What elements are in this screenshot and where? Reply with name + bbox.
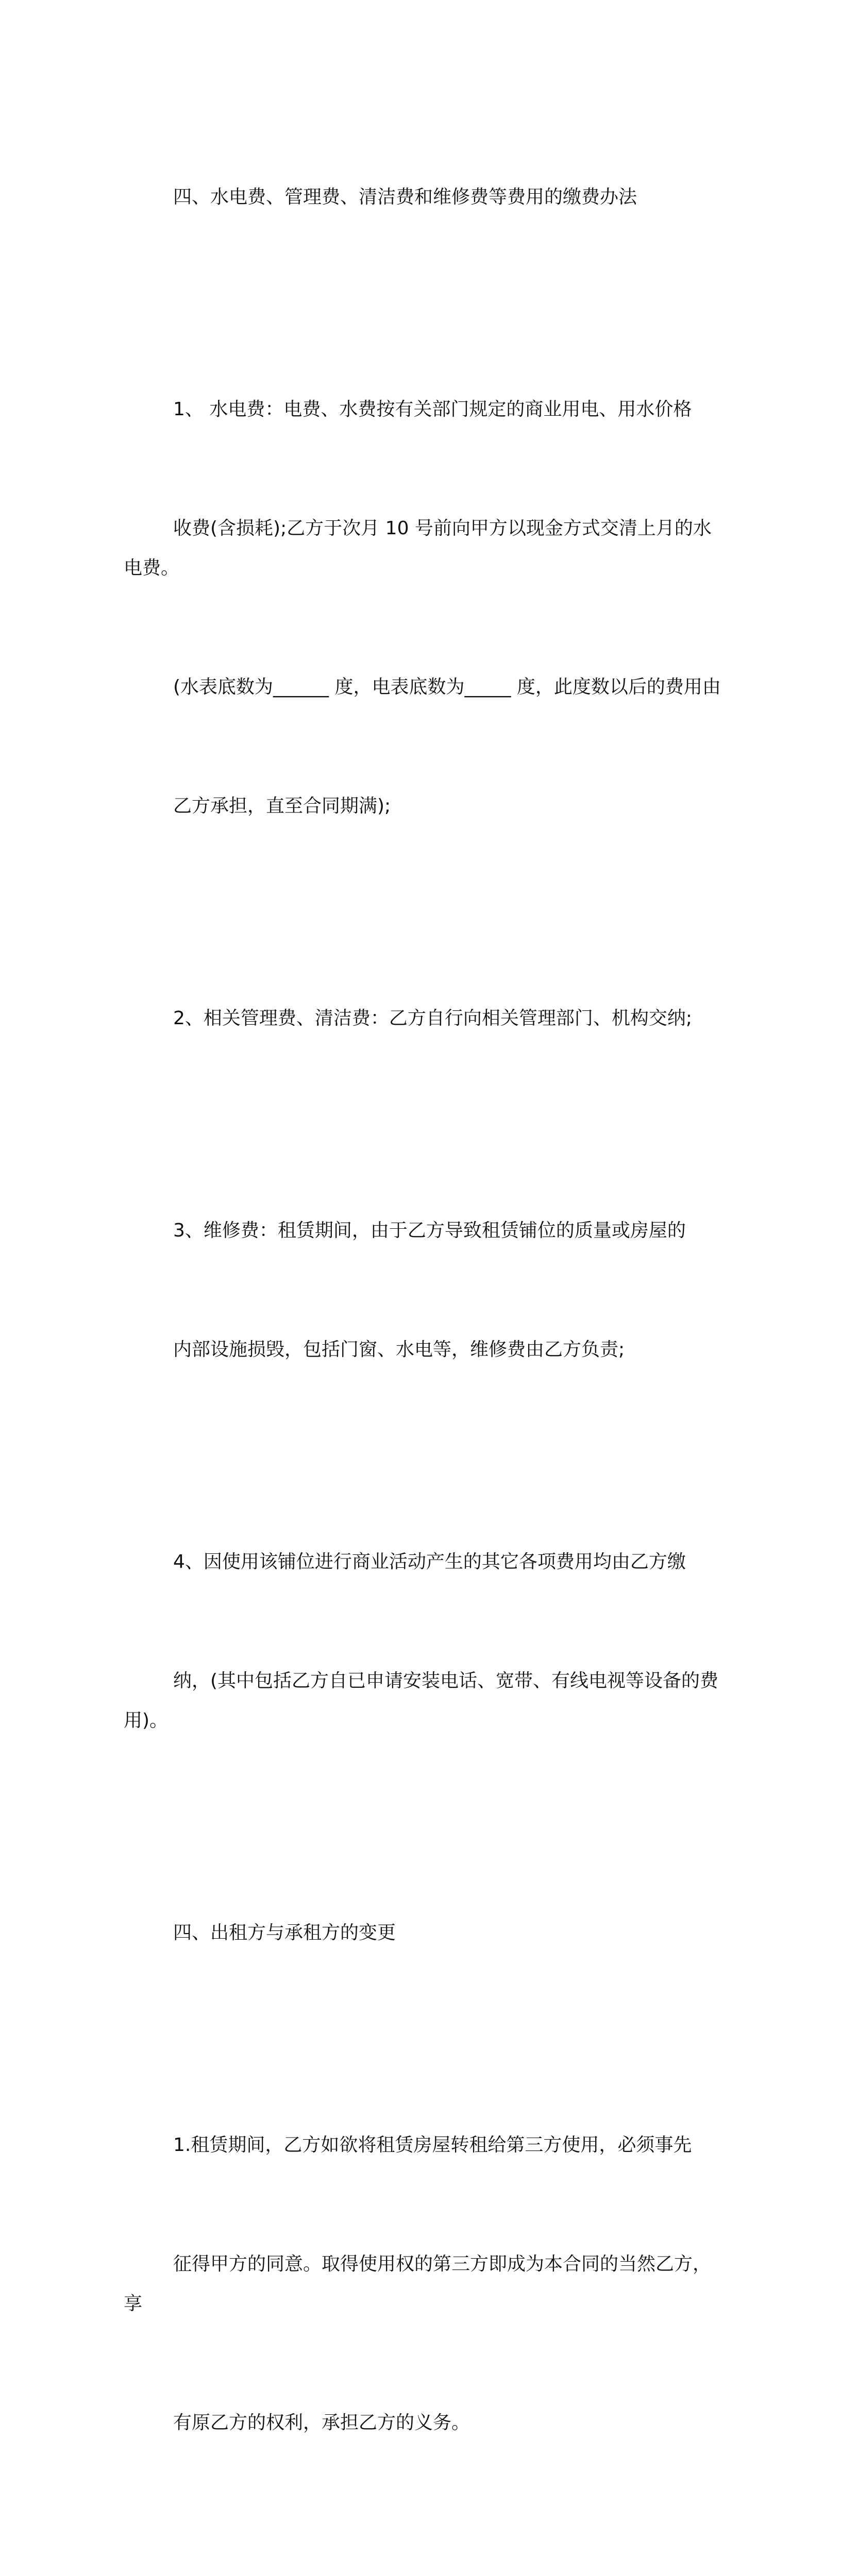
- paragraph-line: 四、水电费、管理费、清洁费和维修费等费用的缴费办法: [173, 187, 637, 208]
- paragraph-utilities: [124, 310, 727, 905]
- paragraph-party-change-heading: [124, 1834, 727, 2032]
- paragraph-line: 征得甲方的同意。取得使用权的第三方即成为本合同的当然乙方，享: [124, 2253, 712, 2314]
- paragraph-landlord-liability: [124, 2536, 727, 2576]
- paragraph-line: 有原乙方的权利，承担乙方的义务。: [173, 2412, 470, 2433]
- paragraph-repair-fees: [124, 1131, 727, 1449]
- paragraph-management-fees: [124, 919, 727, 1117]
- paragraph-line: 1、 水电费：电费、水费按有关部门规定的商业用电、用水价格: [173, 399, 692, 420]
- paragraph-other-fees: [124, 1463, 727, 1820]
- paragraph-line: 收费(含损耗);乙方于次月 10 号前向甲方以现金方式交清上月的水电费。: [124, 518, 712, 579]
- paragraph-line: 纳，(其中包括乙方自已申请安装电话、宽带、有线电视等设备的费用)。: [124, 1670, 719, 1731]
- paragraph-line: 乙方承担，直至合同期满);: [173, 795, 391, 817]
- paragraph-sublease: [124, 2046, 727, 2522]
- document-body: [124, 98, 727, 2576]
- paragraph-line: (水表底数为______ 度，电表底数为_____ 度，此度数以后的费用由: [173, 676, 721, 698]
- paragraph-line: 1.租赁期间，乙方如欲将租赁房屋转租给第三方使用，必须事先: [173, 2134, 692, 2156]
- paragraph-line: 2、相关管理费、清洁费：乙方自行向相关管理部门、机构交纳;: [173, 1008, 693, 1029]
- paragraph-line: 四、出租方与承租方的变更: [173, 1922, 396, 1943]
- paragraph-line: 内部设施损毁，包括门窗、水电等，维修费由乙方负责;: [173, 1339, 625, 1360]
- paragraph-fees-heading: [124, 98, 727, 296]
- paragraph-line: 4、因使用该铺位进行商业活动产生的其它各项费用均由乙方缴: [173, 1551, 686, 1572]
- paragraph-line: 3、维修费：租赁期间，由于乙方导致租赁铺位的质量或房屋的: [173, 1220, 686, 1241]
